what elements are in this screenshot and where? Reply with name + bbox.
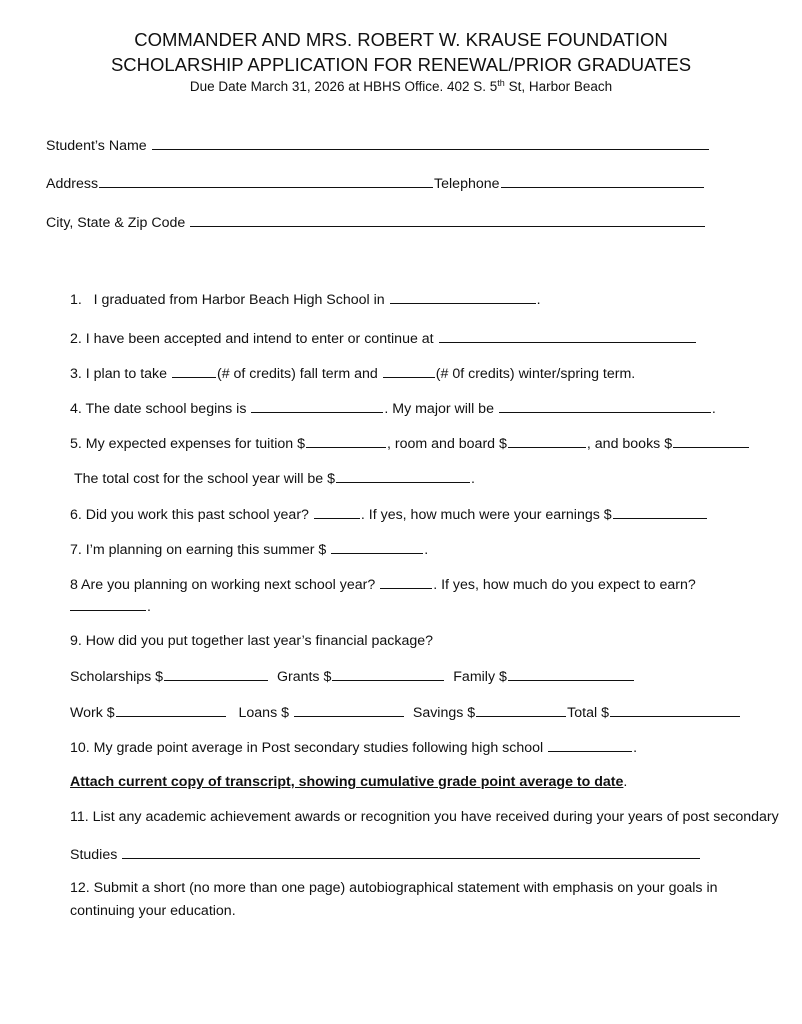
- student-name-field[interactable]: [152, 136, 709, 150]
- past-earnings-field[interactable]: [613, 505, 707, 519]
- graduation-year-field[interactable]: [390, 290, 536, 304]
- family-field[interactable]: [508, 667, 634, 681]
- books-field[interactable]: [673, 434, 749, 448]
- awards-field[interactable]: [122, 845, 700, 859]
- major-field[interactable]: [499, 399, 711, 413]
- total-cost-row: The total cost for the school year will be $ .: [74, 471, 475, 487]
- form-title: COMMANDER AND MRS. ROBERT W. KRAUSE FOUNDATION: [134, 29, 668, 50]
- question-9: 9. How did you put together last year’s financial package?: [70, 633, 434, 649]
- telephone-field[interactable]: [501, 174, 704, 188]
- question-8-continued: .: [70, 597, 151, 616]
- question-7: 7. I’m planning on earning this summer $ .: [70, 542, 429, 558]
- city-state-zip-field[interactable]: [190, 213, 705, 227]
- gpa-field[interactable]: [548, 738, 632, 752]
- grants-field[interactable]: [332, 667, 444, 681]
- total-financial-field[interactable]: [610, 703, 740, 717]
- question-2: 2. I have been accepted and intend to enter or continue at: [70, 329, 697, 348]
- financial-row-2: Work $ Loans $ Savings $ Total $: [70, 703, 741, 722]
- expected-earnings-field[interactable]: [70, 597, 146, 611]
- question-10: 10. My grade point average in Post secondary studies following high school .: [70, 740, 638, 756]
- transcript-instruction: Attach current copy of transcript, showing cumulative grade point average to date.: [70, 774, 628, 790]
- form-subtitle: SCHOLARSHIP APPLICATION FOR RENEWAL/PRIOR GRADUATES: [110, 54, 692, 75]
- work-next-year-field[interactable]: [380, 575, 432, 589]
- work-field[interactable]: [116, 703, 226, 717]
- question-5: 5. My expected expenses for tuition $ , room and board $ , and books $: [70, 434, 750, 453]
- school-field[interactable]: [439, 329, 696, 343]
- student-name-row: Student’s Name: [46, 136, 710, 155]
- total-cost-field[interactable]: [336, 469, 470, 483]
- question-3: 3. I plan to take (# of credits) fall term and (# 0f credits) winter/spring term.: [70, 366, 636, 382]
- school-start-date-field[interactable]: [251, 399, 383, 413]
- due-date-line: Due Date March 31, 2026 at HBHS Office. 402 S. 5th St, Harbor Beach: [189, 78, 613, 94]
- scholarships-field[interactable]: [164, 667, 268, 681]
- loans-field[interactable]: [294, 703, 404, 717]
- savings-field[interactable]: [476, 703, 566, 717]
- question-4: 4. The date school begins is . My major will be .: [70, 401, 716, 417]
- city-row: City, State & Zip Code: [46, 213, 706, 232]
- question-11: 11. List any academic achievement awards or recognition you have received during your years of post secondary: [70, 809, 779, 825]
- room-board-field[interactable]: [508, 434, 586, 448]
- address-field[interactable]: [99, 174, 433, 188]
- question-6: 6. Did you work this past school year? . If yes, how much were your earnings $: [70, 505, 708, 524]
- worked-past-year-field[interactable]: [314, 505, 360, 519]
- studies-row: Studies: [70, 845, 701, 864]
- financial-row-1: Scholarships $ Grants $ Family $: [70, 667, 635, 686]
- tuition-field[interactable]: [306, 434, 386, 448]
- winter-credits-field[interactable]: [383, 364, 435, 378]
- address-row: Address Telephone: [46, 174, 705, 193]
- question-8: 8 Are you planning on working next school year? . If yes, how much do you expect to earn?: [70, 577, 696, 593]
- summer-earnings-field[interactable]: [331, 540, 423, 554]
- question-12: 12. Submit a short (no more than one page) autobiographical statement with emphasis on your goals in: [70, 880, 718, 896]
- question-1: 1. I graduated from Harbor Beach High School in .: [70, 292, 541, 308]
- question-12-continued: continuing your education.: [70, 903, 236, 919]
- fall-credits-field[interactable]: [172, 364, 216, 378]
